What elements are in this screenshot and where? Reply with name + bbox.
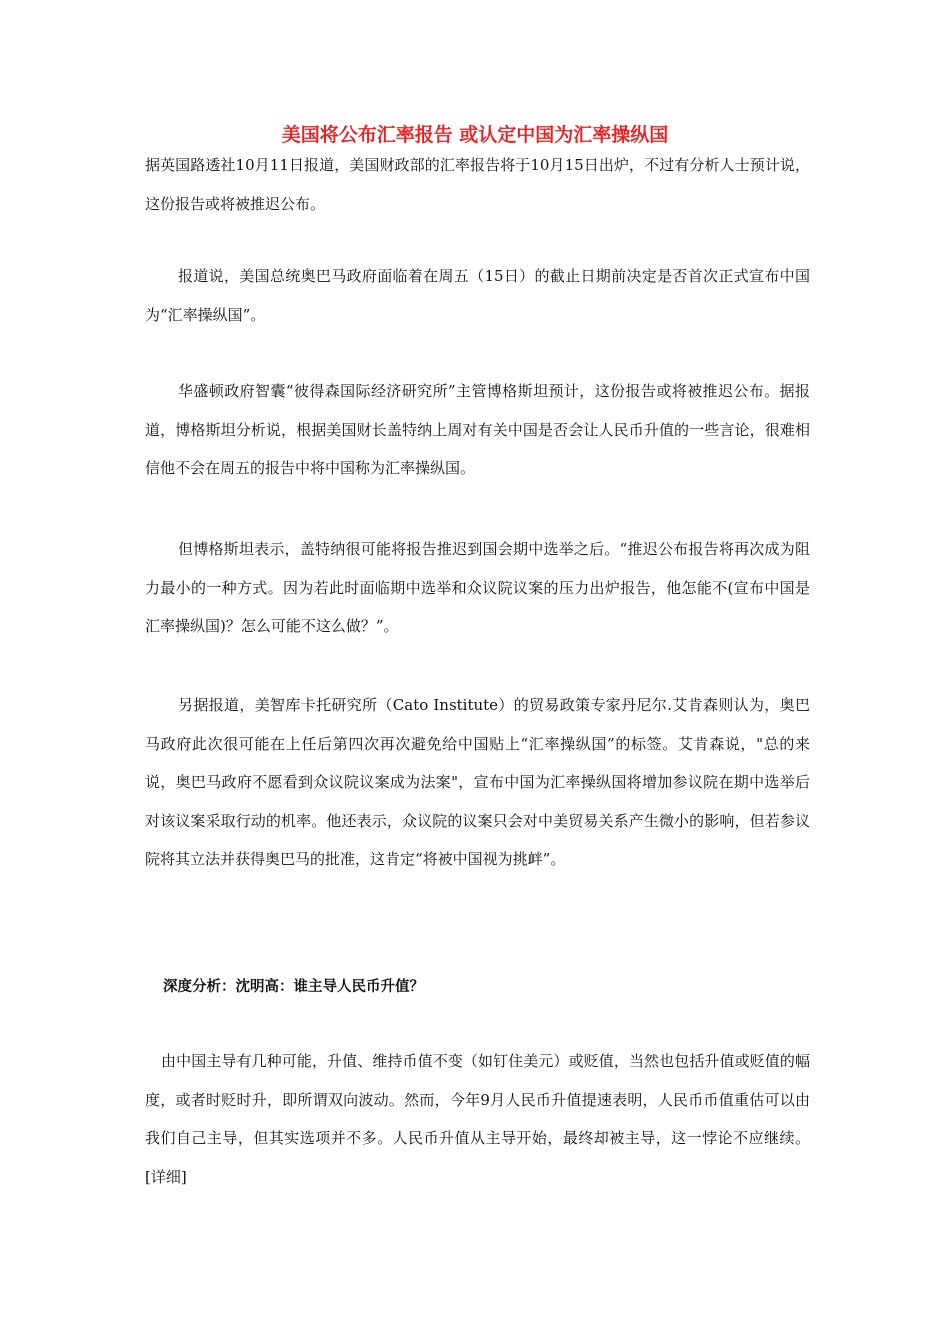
article-title: 美国将公布汇率报告 或认定中国为汇率操纵国 <box>281 124 669 146</box>
paragraph-final: 由中国主导有几种可能，升值、维持币值不变（如钉住美元）或贬值，当然也包括升值或贬值的幅度，或者时贬时升，即所谓双向波动。然而，今年9月人民币升值提速表明，人民币币值重估可以由我们自己主导，但其实选项并不多。人民币升值从主导开始，最终却被主导，这一悖论不应继续。[详细] <box>145 1052 810 1186</box>
paragraph-5: 另据报道，美智库卡托研究所（Cato Institute）的贸易政策专家丹尼尔.艾肯森则认为，奥巴马政府此次很可能在上任后第四次再次避免给中国贴上“汇率操纵国”的标签。艾肯森说，"总的来说，奥巴马政府不愿看到众议院议案成为法案"，宣布中国为汇率操纵国将增加参议院在期中选举后对该议案采取行动的机率。他还表示，众议院的议案只会对中美贸易关系产生微小的影响，但若参议院将其立法并获得奥巴马的批准，这肯定“将被中国视为挑衅”。 <box>145 696 810 868</box>
paragraph-2: 报道说，美国总统奥巴马政府面临着在周五（15日）的截止日期前决定是否首次正式宣布中国为“汇率操纵国”。 <box>145 267 810 324</box>
paragraph-3: 华盛顿政府智囊“彼得森国际经济研究所”主管博格斯坦预计，这份报告或将被推迟公布。据报道，博格斯坦分析说，根据美国财长盖特纳上周对有关中国是否会让人民币升值的一些言论，很难相信他不会在周五的报告中将中国称为汇率操纵国。 <box>145 382 810 477</box>
paragraph-4: 但博格斯坦表示，盖特纳很可能将报告推迟到国会期中选举之后。“推迟公布报告将再次成为阻力最小的一种方式。因为若此时面临期中选举和众议院议案的压力出炉报告，他怎能不(宣布中国是汇率操纵国)？怎么可能不这么做？”。 <box>145 540 810 635</box>
section-heading: 深度分析：沈明高：谁主导人民币升值？ <box>163 979 424 995</box>
paragraph-1: 据英国路透社10月11日报道，美国财政部的汇率报告将于10月15日出炉，不过有分析人士预计说，这份报告或将被推迟公布。 <box>145 156 810 213</box>
